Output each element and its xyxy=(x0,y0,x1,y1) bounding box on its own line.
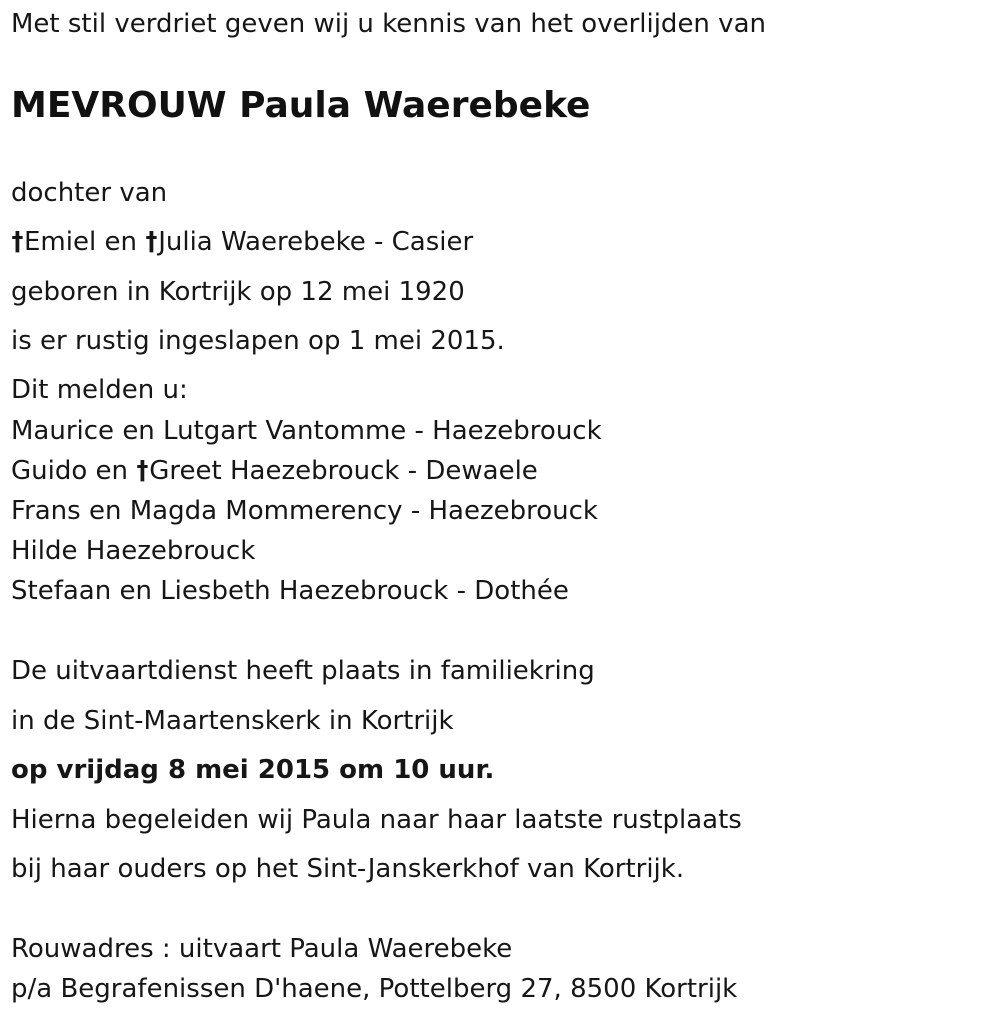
announcer-line-end: Greet Haezebrouck - Dewaele xyxy=(149,456,538,486)
burial-text: Hierna begeleiden wij Paula naar haar laatste rustplaats xyxy=(11,805,742,835)
parents-line xyxy=(11,226,473,258)
father-name: Emiel en xyxy=(24,227,146,257)
cross-icon: † xyxy=(136,456,149,486)
announcers-heading: Dit melden u: xyxy=(11,375,188,405)
announcer-line: Stefaan en Liesbeth Haezebrouck - Dothée xyxy=(11,576,569,606)
intro-text: Met stil verdriet geven wij u kennis van het overlijden van xyxy=(11,9,766,39)
mother-name: Julia Waerebeke - Casier xyxy=(158,227,474,257)
announcer-line: Maurice en Lutgart Vantomme - Haezebrouck xyxy=(11,416,602,446)
burial-location: bij haar ouders op het Sint-Janskerkhof van Kortrijk. xyxy=(11,854,685,884)
announcer-line: Hilde Haezebrouck xyxy=(11,536,256,566)
announcer-line-start: Guido en xyxy=(11,456,137,486)
mourning-address: Rouwadres : uitvaart Paula Waerebeke xyxy=(11,934,513,964)
announcer-line: Frans en Magda Mommerency - Haezebrouck xyxy=(11,496,598,526)
deceased-name: MEVROUW Paula Waerebeke xyxy=(11,85,591,126)
cross-icon: † xyxy=(11,227,24,257)
service-location: in de Sint-Maartenskerk in Kortrijk xyxy=(11,706,454,736)
service-date-time: op vrijdag 8 mei 2015 om 10 uur. xyxy=(11,755,495,785)
funeral-home-address: p/a Begrafenissen D'haene, Pottelberg 27, 8500 Kortrijk xyxy=(11,974,738,1004)
daughter-of-text: dochter van xyxy=(11,178,168,208)
cross-icon: † xyxy=(145,227,158,257)
announcer-line xyxy=(11,455,538,487)
service-text: De uitvaartdienst heeft plaats in familiekring xyxy=(11,656,595,686)
passing-text: is er rustig ingeslapen op 1 mei 2015. xyxy=(11,326,505,356)
birth-text: geboren in Kortrijk op 12 mei 1920 xyxy=(11,277,465,307)
